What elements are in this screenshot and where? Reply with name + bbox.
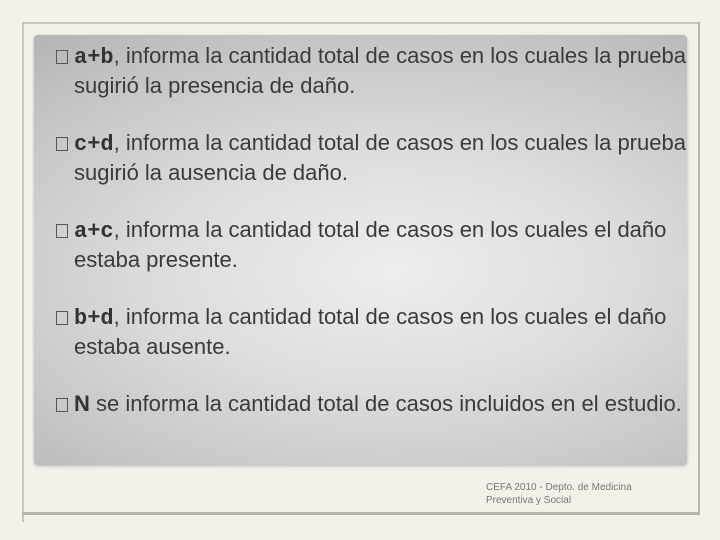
footer-line-2: Preventiva y Social <box>486 495 572 506</box>
hollow-square-bullet-icon <box>56 311 68 325</box>
bullet-item-b-plus-d <box>56 303 686 361</box>
slide-frame-left <box>22 22 24 522</box>
bullet-text: , informa la cantidad total de casos en los cuales el daño estaba presente. <box>74 217 667 272</box>
bullet-term: a+b <box>74 45 114 70</box>
hollow-square-bullet-icon <box>56 50 68 64</box>
bullet-item-c-plus-d <box>56 129 686 187</box>
bullet-item-n <box>56 390 686 418</box>
bullet-item-a-plus-b <box>56 42 686 100</box>
slide-frame-top <box>22 22 700 24</box>
hollow-square-bullet-icon <box>56 224 68 238</box>
bullet-text: se informa la cantidad total de casos incluidos en el estudio. <box>89 391 682 416</box>
hollow-square-bullet-icon <box>56 398 68 412</box>
bullet-text: , informa la cantidad total de casos en los cuales la prueba sugirió la presencia de daño. <box>74 43 686 98</box>
slide-frame-right <box>698 22 700 514</box>
bullet-term: N <box>74 391 90 416</box>
bullet-text: , informa la cantidad total de casos en los cuales la prueba sugirió la ausencia de daño. <box>74 130 686 185</box>
bullet-text: , informa la cantidad total de casos en los cuales el daño estaba ausente. <box>74 304 667 359</box>
slide-frame-bottom <box>22 512 700 515</box>
bullet-term: a+c <box>74 219 114 244</box>
slide-footer <box>486 481 686 507</box>
bullet-item-a-plus-c <box>56 216 686 274</box>
bullet-term: b+d <box>74 306 114 331</box>
hollow-square-bullet-icon <box>56 137 68 151</box>
bullet-list <box>56 42 686 447</box>
footer-line-1: CEFA 2010 - Depto. de Medicina <box>486 482 632 493</box>
bullet-term: c+d <box>74 132 114 157</box>
